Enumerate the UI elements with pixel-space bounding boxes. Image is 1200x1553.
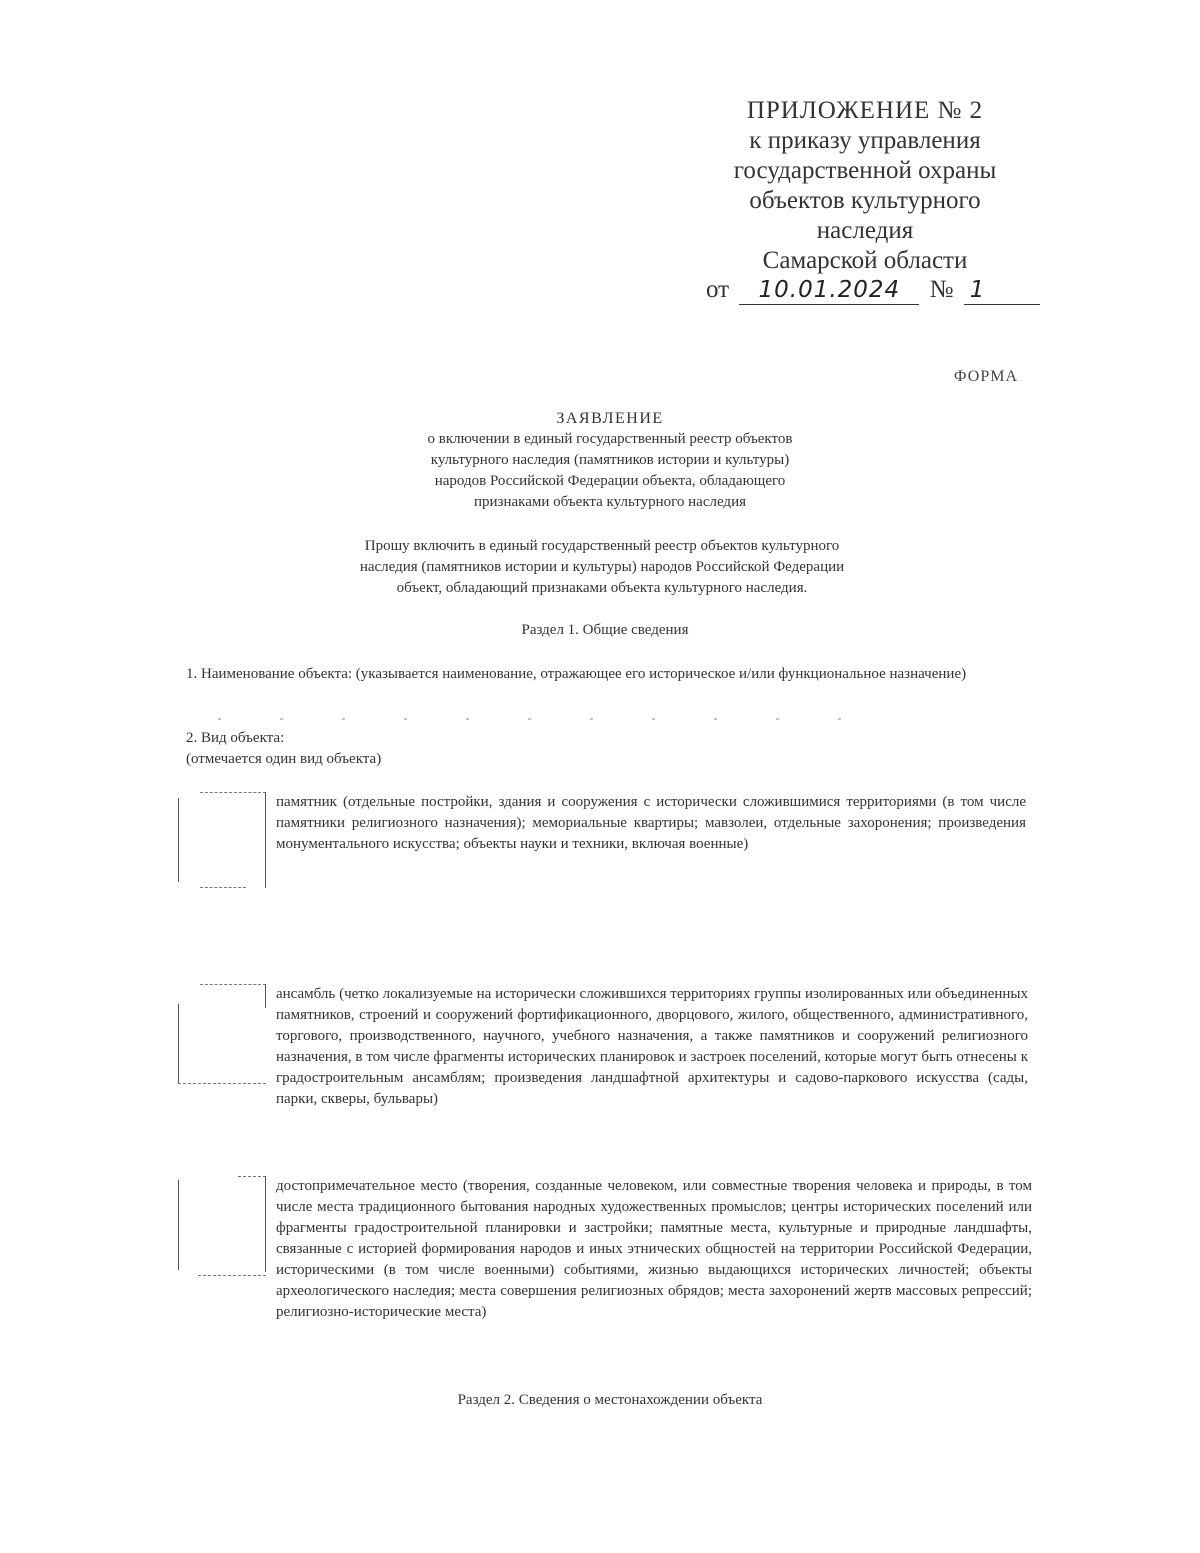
option-ensemble-label: ансамбль (четко локализуемые на исторически сложившихся территориях группы изолированных или объединенных памятников, строений и сооружений фортификационного, дворцового, жилого, общественного, административного, торгового, производственного, научного, учебного назначения, а также памятников и сооружений религиозного назначения, в том числе фрагменты исторических планировок и застроек поселений, которые могут быть отнесены к градостроительным ансамблям; произведения ландшафтной архитектуры и садово-паркового искусства (сады, парки, скверы, бульвары) xyxy=(276,986,1028,1107)
section-2-title: Раздел 2. Сведения о местонахождении объекта xyxy=(457,1392,763,1408)
number-prefix: № xyxy=(929,276,954,303)
object-type-title: 2. Вид объекта: xyxy=(186,730,285,746)
appendix-line: Самарской области xyxy=(762,247,968,274)
option-monument-label: памятник (отдельные постройки, здания и сооружения с исторически сложившимися территориями (в том числе памятники религиозного назначения); мемориальные квартиры; мавзолеи, отдельные захоронения; произведения монументального искусства; объекты науки и техники, включая военные) xyxy=(276,794,1026,852)
number-value: 1 xyxy=(969,277,986,303)
object-type-block xyxy=(186,728,381,770)
object-name-input-line[interactable] xyxy=(218,718,898,720)
appendix-title: ПРИЛОЖЕНИЕ № 2 xyxy=(746,97,984,124)
appendix-date-line xyxy=(706,276,1040,305)
appendix-header xyxy=(700,96,1030,276)
appendix-line: наследия xyxy=(816,217,914,244)
form-label: ФОРМА xyxy=(953,368,1018,385)
application-title xyxy=(300,408,920,513)
option-ensemble-checkbox[interactable] xyxy=(178,984,266,1084)
application-title-line: признаками объекта культурного наследия xyxy=(474,494,746,510)
request-line: наследия (памятников истории и культуры) народов Российской Федерации xyxy=(359,559,845,575)
application-title-line: о включении в единый государственный реестр объектов xyxy=(427,431,793,447)
request-paragraph xyxy=(282,536,922,599)
option-landmark-checkbox[interactable] xyxy=(178,1176,266,1276)
request-line: объект, обладающий признаками объекта культурного наследия. xyxy=(396,580,808,596)
application-title-line: культурного наследия (памятников истории и культуры) xyxy=(430,452,790,468)
object-type-note: (отмечается один вид объекта) xyxy=(186,751,382,767)
option-monument-checkbox[interactable] xyxy=(178,792,266,888)
object-name-field-label: 1. Наименование объекта: (указывается наименование, отражающее его историческое и/или функциональное назначение) xyxy=(186,666,967,682)
date-value: 10.01.2024 xyxy=(758,277,901,303)
appendix-line: к приказу управления xyxy=(749,127,981,154)
option-landmark-label: достопримечательное место (творения, созданные человеком, или совместные творения человека и природы, в том числе места традиционного бытования народных художественных промыслов; центры исторических поселений или фрагменты градостроительной планировки и застройки; памятные места, культурные и природные ландшафты, связанные с историей формирования народов и иных этнических общностей на территории Российской Федерации, историческими (в том числе военными) событиями, жизнью выдающихся исторических личностей; объекты археологического наследия; места совершения религиозных обрядов; места захоронений жертв массовых репрессий; религиозно-исторические места) xyxy=(276,1178,1032,1320)
application-heading: ЗАЯВЛЕНИЕ xyxy=(556,410,664,427)
appendix-line: государственной охраны xyxy=(733,157,997,184)
request-line: Прошу включить в единый государственный реестр объектов культурного xyxy=(364,538,840,554)
application-title-line: народов Российской Федерации объекта, обладающего xyxy=(434,473,786,489)
date-field xyxy=(739,276,919,305)
appendix-line: объектов культурного xyxy=(749,187,981,214)
number-field xyxy=(964,276,1040,305)
date-prefix: от xyxy=(706,276,730,303)
section-1-title: Раздел 1. Общие сведения xyxy=(521,622,689,638)
